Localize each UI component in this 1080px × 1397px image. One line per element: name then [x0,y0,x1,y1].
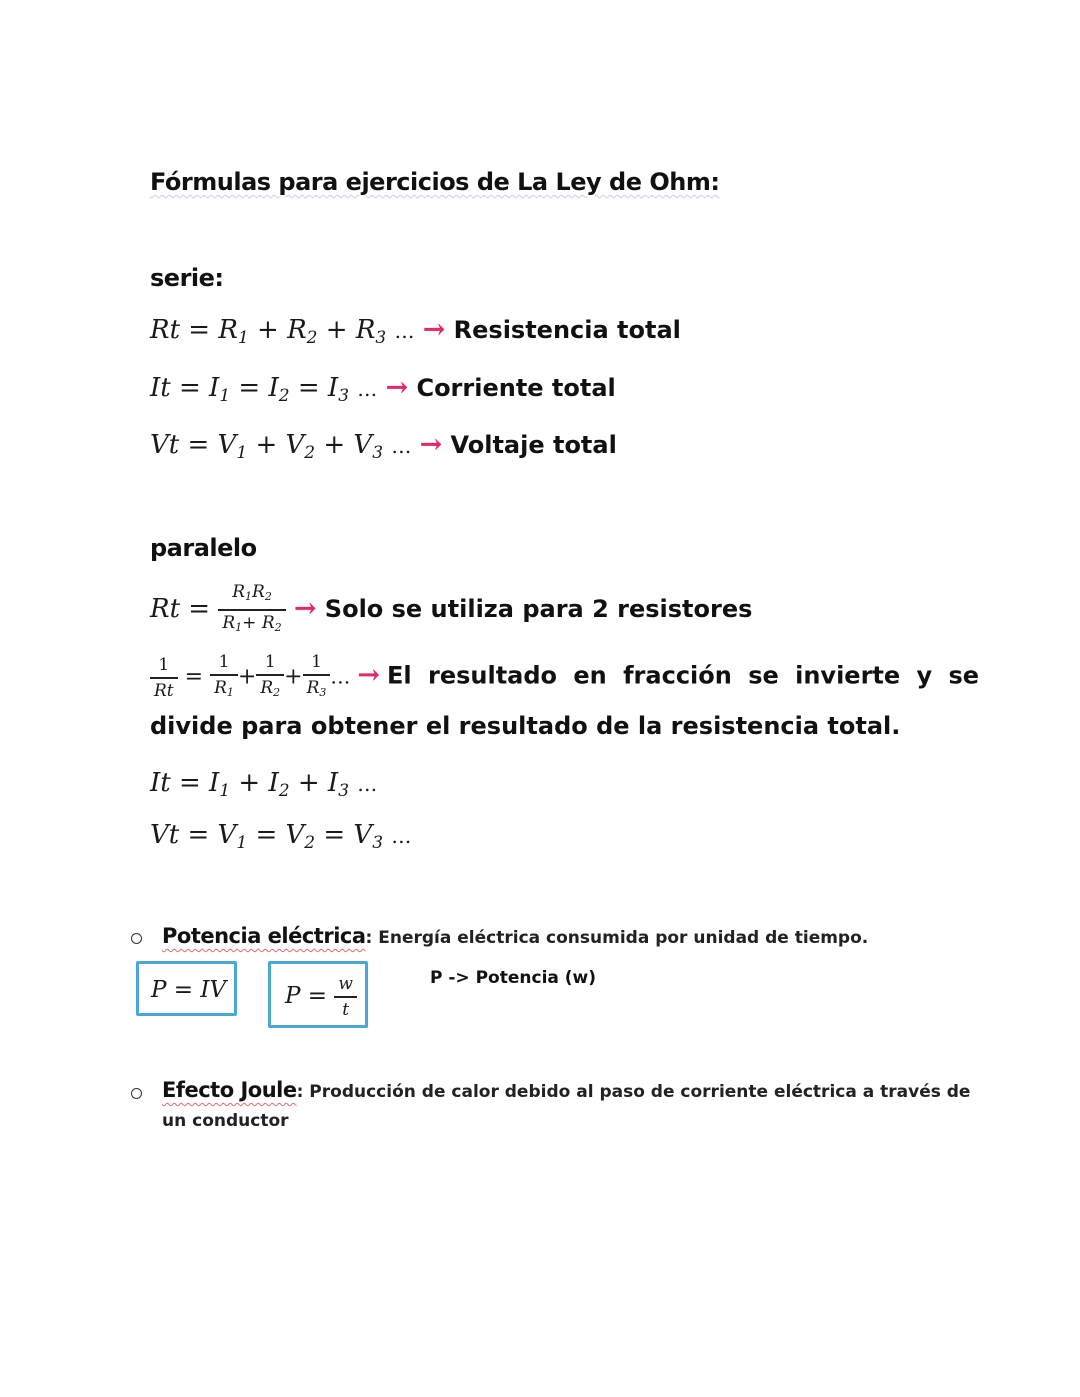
formula-p-wt-lhs: P = [285,983,328,1009]
serie-heading: serie: [150,264,224,292]
formula-p-wt-den: t [342,1000,350,1020]
paralelo-rt-note: Solo se utiliza para 2 resistores [324,595,753,623]
potencia-definition: : Energía eléctrica consumida por unidad de tiempo. [365,928,869,948]
formula-box-p-iv [136,961,237,1016]
potencia-term: Potencia eléctrica [162,924,366,948]
paralelo-rt-formula: Rt = $\frac{R_1R_2}{R_1+ R_2}$ → Solo se utiliza para 2 resistores [150,582,752,638]
paralelo-vt-formula: $Vt = V_1 = V_2 = V_3$ … [150,820,412,853]
formula-p-iv: P = IV [151,977,227,1003]
serie-rt-note: Resistencia total [453,316,681,344]
joule-term: Efecto Joule [162,1078,297,1102]
paralelo-inverse-note-line2: divide para obtener el resultado de la resistencia total. [150,712,901,740]
serie-rt-formula: $Rt = R_1 + R_2 + R_3$ … → Resistencia total [150,314,681,348]
arrow-icon: → [419,429,443,460]
serie-it-formula: $It = I_1 = I_2 = I_3$ … → Corriente total [150,372,616,406]
serie-vt-formula: $Vt = V_1 + V_2 + V_3$ … → Voltaje total [150,429,617,463]
arrow-icon: → [357,659,381,691]
formula-p-wt-num: w [338,974,353,994]
formula-box-p-wt [268,961,368,1028]
page-title: Fórmulas para ejercicios de La Ley de Ohm: [150,168,720,196]
serie-vt-note: Voltaje total [450,431,617,459]
formula-p-wt [285,974,357,1020]
joule-definition-line1: : Producción de calor debido al paso de corriente eléctrica a través de [296,1082,971,1102]
joule-definition-line2: un conductor [162,1111,289,1131]
paralelo-heading: paralelo [150,534,257,562]
bullet-icon [131,1088,142,1099]
arrow-icon: → [422,314,446,345]
paralelo-it-formula: $It = I_1 + I_2 + I_3$ … [150,768,378,801]
joule-line [162,1078,970,1102]
paralelo-inverse-note-line1: El resultado en fracción se invierte y se [387,661,980,690]
potencia-line [162,924,868,948]
serie-it-note: Corriente total [416,374,616,402]
paralelo-inverse-formula: $\frac{1}{Rt}$ = $\frac{1}{R_1}$ + $\frac{1}{R_2}$ + $\frac{1}{R_3}$ … → El resultado en fracción se invierte y se [150,652,979,703]
arrow-icon: → [293,593,317,624]
potencia-legend: P -> Potencia (w) [430,968,597,988]
rt-fraction: $\frac{R_1R_2}{R_1+ R_2}$ [218,582,285,638]
bullet-icon [131,933,142,944]
arrow-icon: → [385,372,409,403]
